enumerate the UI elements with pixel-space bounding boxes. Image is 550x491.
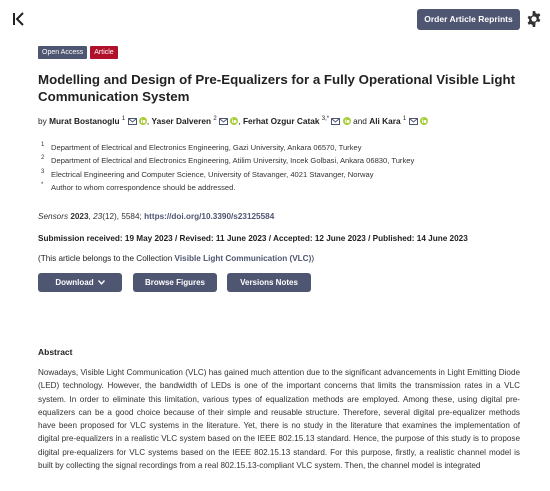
doi-link[interactable]: https://doi.org/10.3390/s23125584	[144, 211, 275, 221]
browse-figures-button[interactable]: Browse Figures	[133, 273, 217, 292]
affiliation-text: Author to whom correspondence should be addressed.	[51, 183, 236, 193]
affiliation-number: 1	[41, 141, 45, 148]
download-button[interactable]	[38, 273, 122, 292]
citation-year: 2023	[70, 211, 89, 221]
affiliation-item	[38, 168, 520, 182]
gear-icon[interactable]	[526, 11, 542, 27]
top-bar	[0, 0, 550, 40]
affiliation-item	[38, 141, 520, 155]
citation-issue-pages: (12), 5584;	[102, 211, 142, 221]
orcid-icon[interactable]	[343, 117, 351, 125]
versions-notes-button[interactable]: Versions Notes	[227, 273, 311, 292]
citation-volume: 23	[93, 211, 103, 221]
envelope-icon[interactable]	[128, 118, 137, 125]
by-label: by	[38, 115, 47, 126]
abstract-heading: Abstract	[38, 347, 73, 357]
citation: Sensors 2023, 23(12), 5584; https://doi.org/10.3390/s23125584	[38, 211, 275, 221]
collection-note	[38, 253, 520, 264]
affiliation-item	[38, 154, 520, 168]
badges	[38, 46, 520, 60]
envelope-icon[interactable]	[219, 118, 228, 125]
author-name[interactable]: Murat Bostanoglu	[49, 115, 120, 126]
orcid-icon[interactable]	[420, 117, 428, 125]
envelope-icon[interactable]	[331, 118, 340, 125]
collection-suffix: )	[311, 253, 315, 263]
download-label: Download	[55, 277, 94, 287]
orcid-icon[interactable]	[230, 117, 238, 125]
affiliation-number: 2	[41, 155, 45, 162]
article-header	[38, 46, 520, 292]
orcid-icon[interactable]	[139, 117, 147, 125]
chevron-down-icon	[98, 280, 105, 285]
journal-name[interactable]: Sensors	[38, 211, 69, 221]
affiliation-text: Department of Electrical and Electronics Engineering, Gazi University, Ankara 06570, Turkey	[51, 142, 362, 152]
author-affil-sup: 1	[402, 116, 407, 122]
collection-prefix: (This article belongs to the Collection	[38, 253, 173, 263]
envelope-icon[interactable]	[409, 118, 418, 125]
affiliations	[38, 141, 520, 195]
collection-link[interactable]: Visible Light Communication (VLC)	[174, 253, 312, 263]
affiliation-text: Department of Electrical and Electronics Engineering, Atilim University, Incek Golbasi, Ankara 06830, Turkey	[51, 156, 415, 166]
article-title: Modelling and Design of Pre-Equalizers for a Fully Operational Visible Light Communication System	[38, 72, 516, 104]
and-label: and	[353, 115, 367, 126]
order-reprints-button[interactable]: Order Article Reprints	[417, 9, 520, 30]
affiliation-number: *	[41, 182, 44, 189]
author-name[interactable]: Yaser Dalveren	[151, 115, 212, 126]
article-actions	[38, 273, 520, 292]
affiliation-text: Electrical Engineering and Computer Science, University of Stavanger, 4021 Stavanger, Norway	[51, 169, 374, 179]
author-affil-sup: 2	[213, 116, 217, 122]
author-name[interactable]: Ferhat Ozgur Catak	[242, 115, 320, 126]
article-type-badge: Article	[90, 46, 117, 59]
author-affil-sup: 3,*	[321, 116, 330, 122]
collapse-sidebar-icon[interactable]	[12, 11, 26, 27]
author-name[interactable]: Ali Kara	[369, 115, 401, 126]
abstract-text: Nowadays, Visible Light Communication (VLC) has gained much attention due to the significant advancements in Light Emitting Diode (LED) technology. However, the bandwidth of LEDs is one of the important concerns that limits the transmission rates in a VLC system. In order to eliminate this limitation, various types of equalization methods are employed. Among these, using digital pre-equalizers can be a good choice because of their simple and reusable structure. Therefore, several digital pre-equalizer methods have been proposed for VLC systems in the literature. Yet, there is no study in the literature that examines the implementation of digital pre-equalizers in a realistic VLC system based on the IEEE 802.15.13 standard. Hence, the purpose of this study is to propose digital pre-equalizers for VLC systems based on the IEEE 802.15.13 standard. For this purpose, firstly, a realistic channel model is built by collecting the signal recordings from a real 802.15.13-compliant VLC system. Then, the channel model is integrated	[38, 368, 520, 471]
affiliation-number: 3	[41, 168, 45, 175]
publication-dates: Submission received: 19 May 2023 / Revised: 11 June 2023 / Accepted: 12 June 2023 / Published: 14 June 2023	[38, 233, 468, 243]
affiliation-item	[38, 181, 520, 195]
author-affil-sup: 1	[121, 116, 126, 122]
open-access-badge: Open Access	[38, 46, 87, 59]
author-list: by Murat Bostanoglu $^1$ , Yaser Dalveren $^2$ , Ferhat Ozgur Catak $^{3,*}$ and Ali Kara $^1$	[38, 114, 520, 127]
